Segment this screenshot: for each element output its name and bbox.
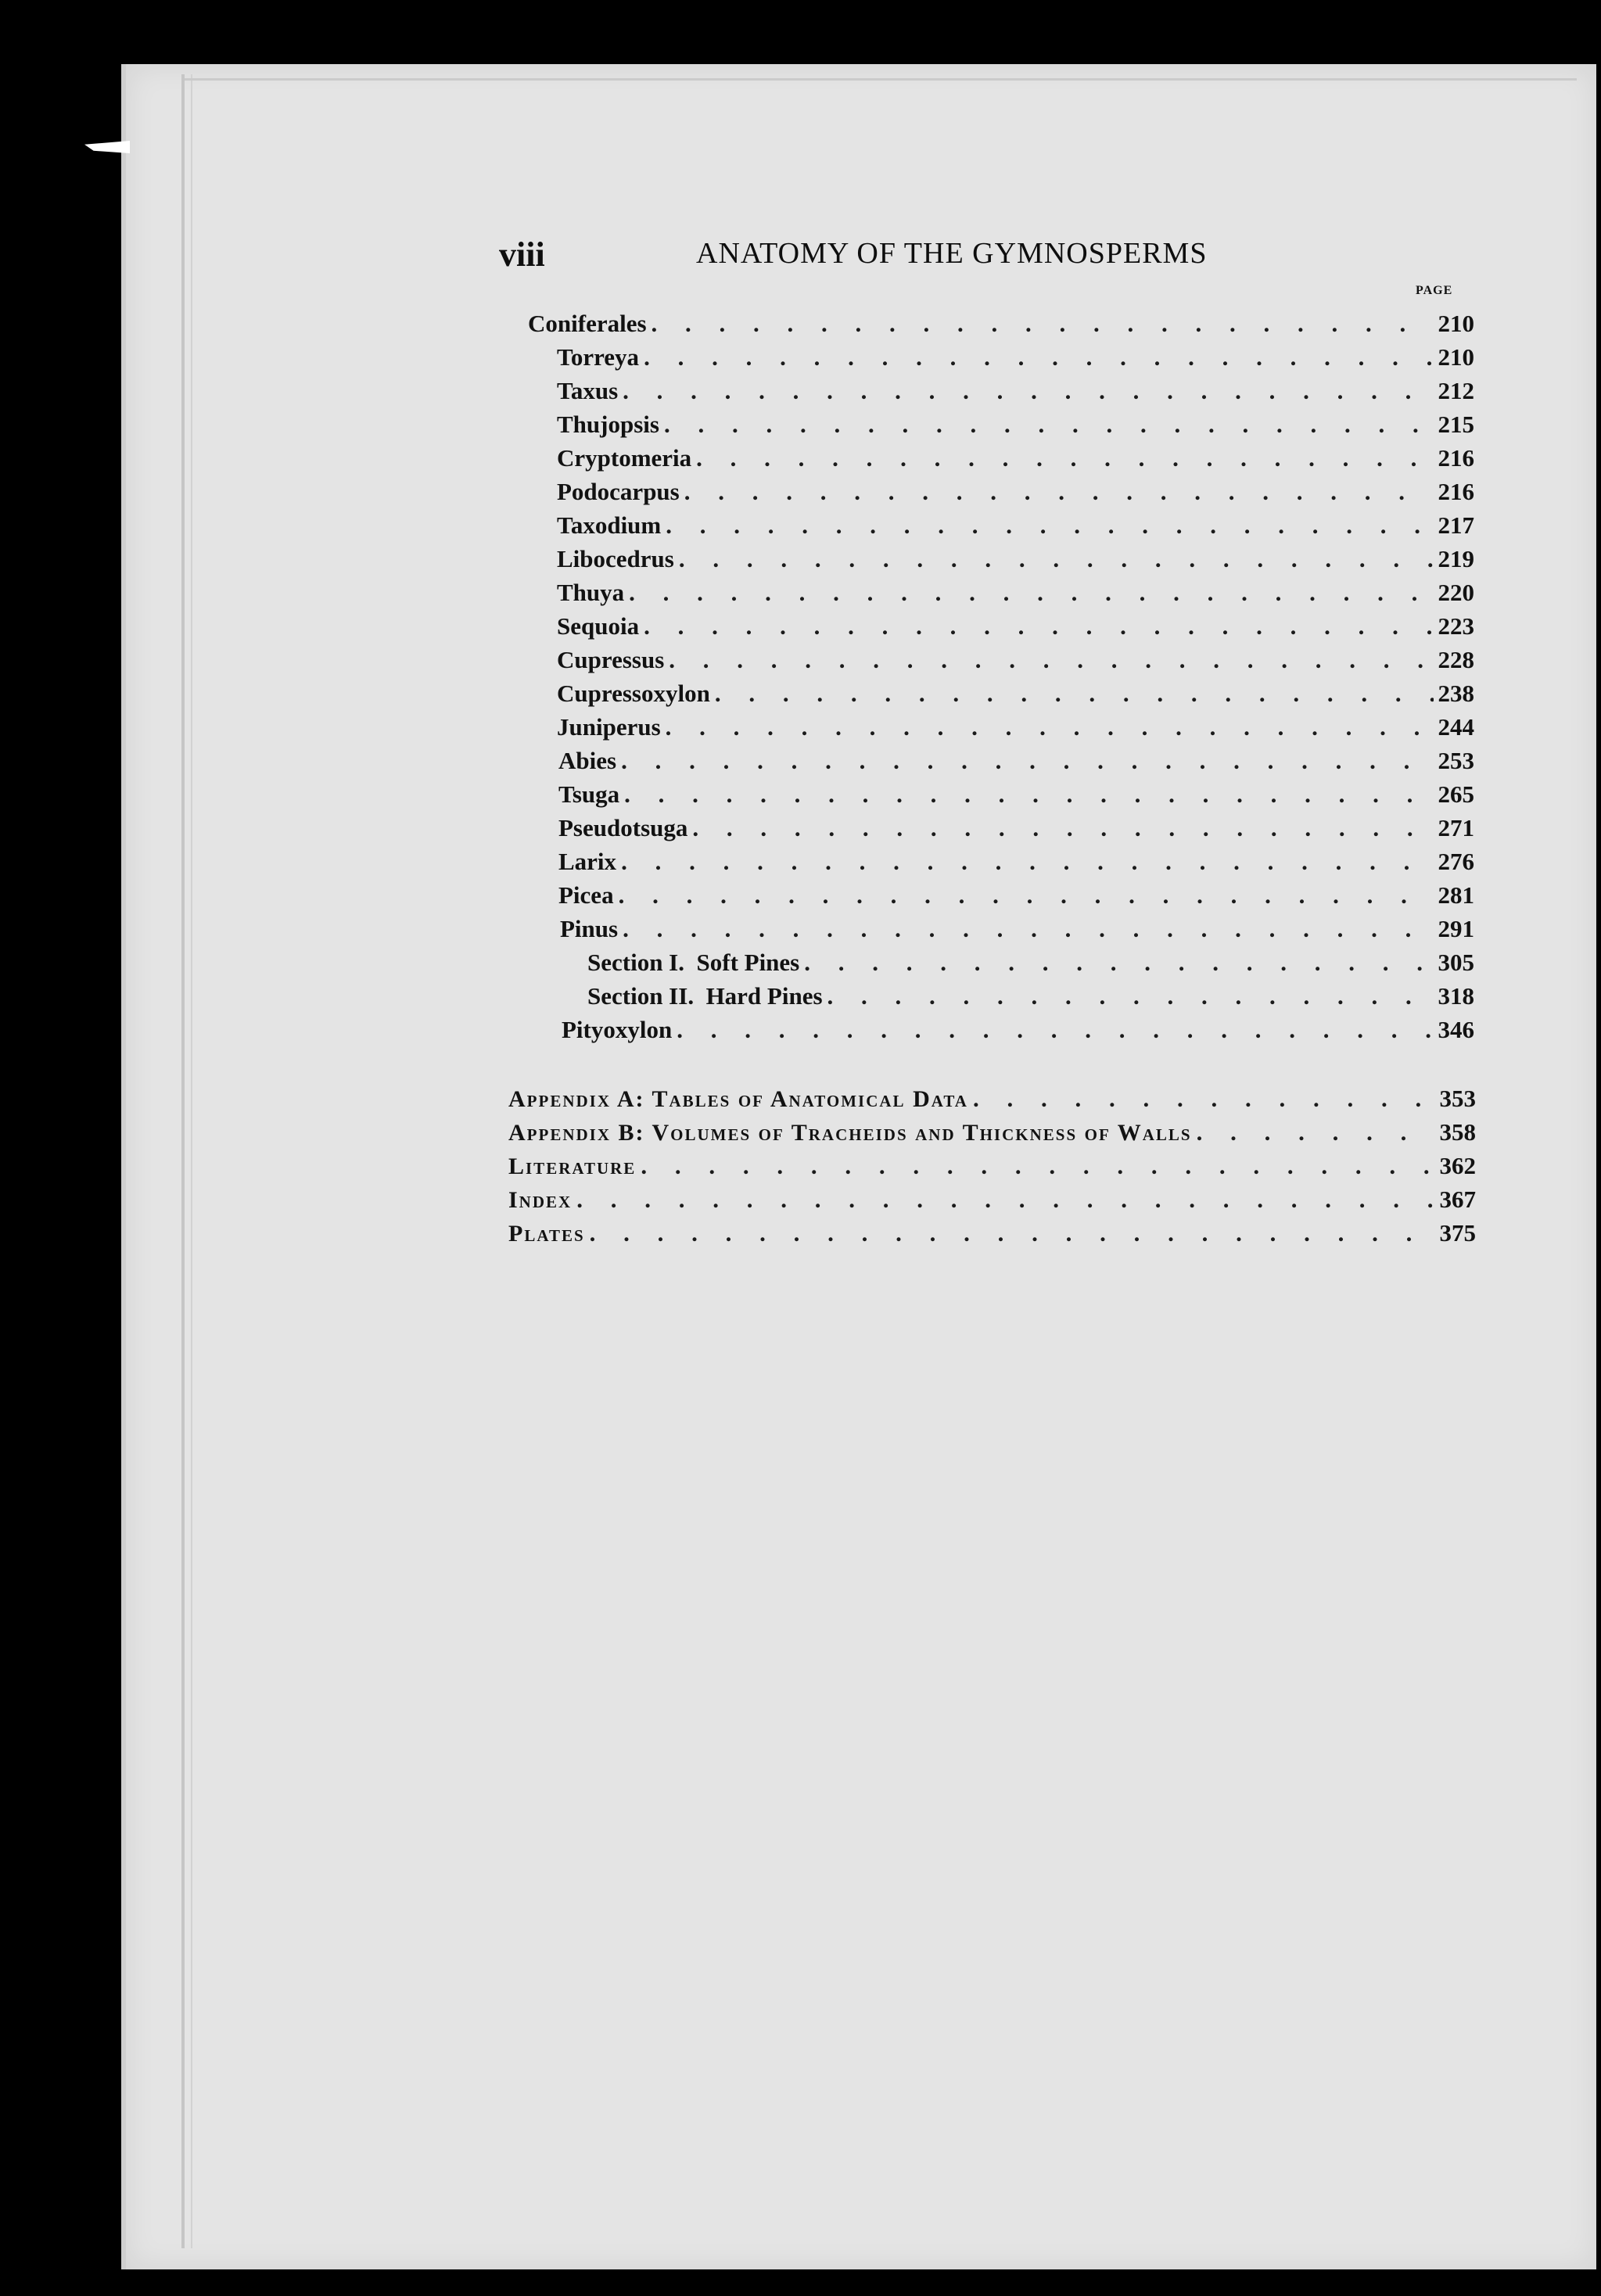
toc-entry [557, 545, 1474, 576]
toc-entry-label: Appendix A: Tables of Anatomical Data [508, 1086, 968, 1112]
toc-entry-page: 210 [1438, 310, 1474, 337]
toc-entry [528, 310, 1474, 341]
toc-entry-label: Pseudotsuga [558, 814, 688, 841]
toc-entry [557, 478, 1474, 509]
dot-leader [576, 1186, 1434, 1214]
toc-entry-label: Thujopsis [557, 411, 659, 438]
toc-entry-page: 276 [1438, 848, 1474, 875]
toc-entry [558, 848, 1474, 879]
dot-leader [624, 780, 1433, 809]
toc-entry-label: Cupressoxylon [557, 680, 710, 707]
toc-entry-label: Sequoia [557, 612, 640, 640]
toc-back-matter-entry [508, 1118, 1476, 1150]
toc-subentry [587, 982, 1474, 1013]
toc-entry-page: 212 [1438, 377, 1474, 404]
toc-entry [557, 444, 1474, 475]
toc-entry-label: Coniferales [528, 310, 647, 337]
toc-entry-page: 219 [1438, 545, 1474, 572]
toc-entry-label: Pityoxylon [562, 1016, 673, 1043]
toc-entry-label: Torreya [557, 343, 640, 371]
dot-leader [621, 848, 1433, 876]
toc-entry-page: 215 [1438, 411, 1474, 438]
dot-leader [804, 949, 1433, 977]
toc-entry-page: 210 [1438, 343, 1474, 371]
toc-entry-label: Appendix B: Volumes of Tracheids and Thickness of Walls [508, 1120, 1192, 1146]
dot-leader [696, 444, 1433, 472]
dot-leader [827, 982, 1434, 1010]
toc-entry-page: 223 [1438, 612, 1474, 640]
toc-entry-page: 216 [1438, 478, 1474, 505]
toc-entry [557, 713, 1474, 744]
toc-entry-page: 228 [1438, 646, 1474, 673]
toc-entry-page: 216 [1438, 444, 1474, 472]
toc-entry-label: Juniperus [557, 713, 661, 741]
toc-entry-label: Larix [558, 848, 617, 875]
dot-leader [692, 814, 1433, 842]
toc-back-matter-entry [508, 1152, 1476, 1183]
toc-entry [557, 377, 1474, 408]
toc-back-matter-entry [508, 1186, 1476, 1217]
toc-entry-label: Section II. Hard Pines [587, 982, 823, 1010]
toc-back-matter-entry [508, 1219, 1476, 1250]
toc-entry-label: Taxus [557, 377, 619, 404]
dot-leader [684, 478, 1434, 506]
toc-entry [557, 680, 1474, 711]
toc-entry-page: 291 [1438, 915, 1474, 942]
dot-leader [679, 545, 1434, 573]
toc-entry-page: 375 [1439, 1219, 1476, 1247]
dot-leader [1197, 1118, 1435, 1146]
dot-leader [621, 747, 1433, 775]
toc-entry-label: Plates [508, 1221, 585, 1247]
dot-leader [715, 680, 1434, 708]
toc-back-matter-entry [508, 1085, 1476, 1116]
toc-entry-page: 358 [1439, 1118, 1476, 1146]
dot-leader [677, 1016, 1433, 1044]
toc-entry-label: Thuya [557, 579, 625, 606]
toc-entry-label: Taxodium [557, 511, 662, 539]
dot-leader [666, 511, 1433, 540]
toc-entry-label: Pinus [560, 915, 619, 942]
dot-leader [623, 915, 1433, 943]
toc-entry [560, 915, 1474, 946]
dot-leader [590, 1219, 1435, 1247]
toc-entry-label: Podocarpus [557, 478, 680, 505]
toc-entry-page: 220 [1438, 579, 1474, 606]
toc-subentry [587, 949, 1474, 980]
toc-entry [562, 1016, 1474, 1047]
toc-entry-page: 362 [1439, 1152, 1476, 1179]
toc-entry-page: 217 [1438, 511, 1474, 539]
toc-entry-page: 244 [1438, 713, 1474, 741]
toc-entry [558, 881, 1474, 913]
dot-leader [652, 310, 1434, 338]
dot-leader [619, 881, 1434, 909]
toc-entry-page: 271 [1438, 814, 1474, 841]
toc-entry-page: 346 [1438, 1016, 1474, 1043]
toc-entry-page: 253 [1438, 747, 1474, 774]
toc-entry-page: 238 [1438, 680, 1474, 707]
running-head: ANATOMY OF THE GYMNOSPERMS [696, 237, 1208, 270]
dot-leader [644, 343, 1433, 371]
toc-entry-page: 265 [1438, 780, 1474, 808]
toc-entry-label: Tsuga [558, 780, 620, 808]
dot-leader [973, 1085, 1435, 1113]
toc-entry-page: 318 [1438, 982, 1474, 1010]
dot-leader [623, 377, 1433, 405]
toc-entry-label: Literature [508, 1153, 637, 1179]
toc-entry [558, 780, 1474, 812]
page-number: viii [499, 235, 545, 274]
toc-entry-page: 305 [1438, 949, 1474, 976]
dot-leader [669, 646, 1433, 674]
toc-entry-label: Section I. Soft Pines [587, 949, 800, 976]
toc-entry [557, 511, 1474, 543]
toc-entry-label: Picea [558, 881, 614, 909]
toc-entry [557, 612, 1474, 644]
page-column-label: PAGE [1416, 284, 1453, 297]
dot-leader [644, 612, 1433, 640]
dot-leader [641, 1152, 1434, 1180]
toc-entry [557, 579, 1474, 610]
dot-leader [666, 713, 1434, 741]
toc-entry [557, 411, 1474, 442]
toc-entry-page: 281 [1438, 881, 1474, 909]
toc-entry [558, 747, 1474, 778]
toc-entry [558, 814, 1474, 845]
toc-entry-label: Cupressus [557, 646, 665, 673]
toc-entry [557, 343, 1474, 375]
toc-entry-label: Libocedrus [557, 545, 674, 572]
toc-entry-label: Abies [558, 747, 617, 774]
toc-entry-label: Cryptomeria [557, 444, 692, 472]
toc-entry-label: Index [508, 1187, 573, 1213]
dot-leader [629, 579, 1433, 607]
dot-leader [664, 411, 1434, 439]
toc-entry-page: 353 [1439, 1085, 1476, 1112]
toc-entry [557, 646, 1474, 677]
toc-entry-page: 367 [1439, 1186, 1476, 1213]
